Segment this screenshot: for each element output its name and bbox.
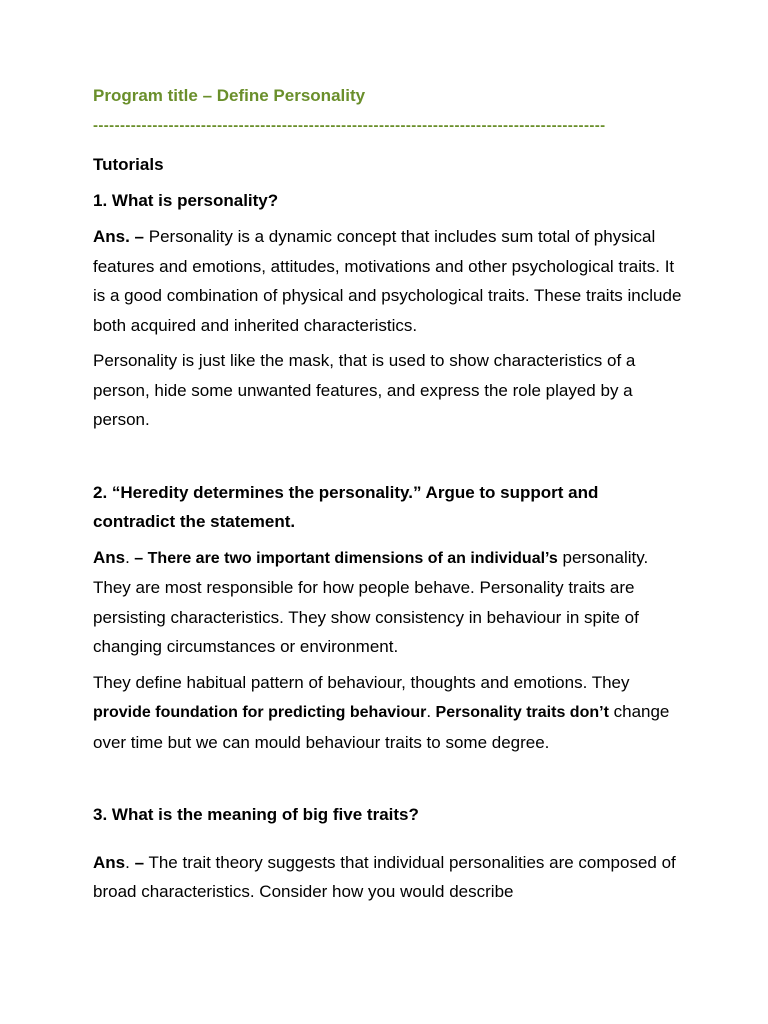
question-2: 2. “Heredity determines the personality.” Argue to support and contradict the statement. bbox=[93, 482, 599, 531]
question-3: 3. What is the meaning of big five traits? bbox=[93, 805, 419, 824]
answer-2-paragraph-2 bbox=[93, 668, 683, 758]
answer-1-paragraph-2: Personality is just like the mask, that is used to show characteristics of a person, hide some unwanted features, and express the role played by a person. bbox=[93, 351, 636, 429]
paragraph-bold-text-2: Personality traits don’t bbox=[431, 704, 609, 721]
answer-dash: – bbox=[129, 852, 145, 872]
answer-label: Ans bbox=[93, 547, 126, 567]
answer-label: Ans. – bbox=[93, 227, 145, 246]
page-content bbox=[93, 84, 683, 907]
question-1: 1. What is personality? bbox=[93, 191, 279, 210]
answer-1 bbox=[93, 222, 683, 340]
answer-dot: . bbox=[125, 852, 130, 872]
answer-text: Personality is a dynamic concept that includes sum total of physical features and emotions, attitudes, motivations and other psychological traits. It is a good combination of physical and psychological traits. These traits include both acquired and inherited characteristics. bbox=[93, 227, 682, 335]
program-title: Program title – Define Personality bbox=[93, 86, 366, 105]
divider-line: ----------------------------------------------------------------------------------------------- bbox=[93, 117, 606, 134]
section-label: Tutorials bbox=[93, 155, 164, 174]
answer-2 bbox=[93, 543, 683, 662]
answer-dot: . bbox=[125, 547, 130, 567]
answer-text: The trait theory suggests that individual personalities are composed of broad characteristics. Consider how you would describe bbox=[93, 852, 676, 901]
paragraph-dot: . bbox=[426, 702, 432, 721]
paragraph-bold-text: provide foundation for predicting behaviour bbox=[93, 704, 427, 721]
answer-label: Ans bbox=[93, 852, 126, 872]
paragraph-text-end: change over time but we can mould behaviour traits to some degree. bbox=[93, 702, 670, 752]
answer-bold-text: – There are two important dimensions of an individual’s bbox=[129, 549, 558, 567]
answer-3 bbox=[93, 848, 683, 907]
paragraph-text-start: They define habitual pattern of behaviour, thoughts and emotions. They bbox=[93, 672, 630, 692]
answer-text: personality. They are most responsible for how people behave. Personality traits are persisting characteristics. They show consistency in behaviour in spite of changing circumstances or environment. bbox=[93, 547, 649, 656]
